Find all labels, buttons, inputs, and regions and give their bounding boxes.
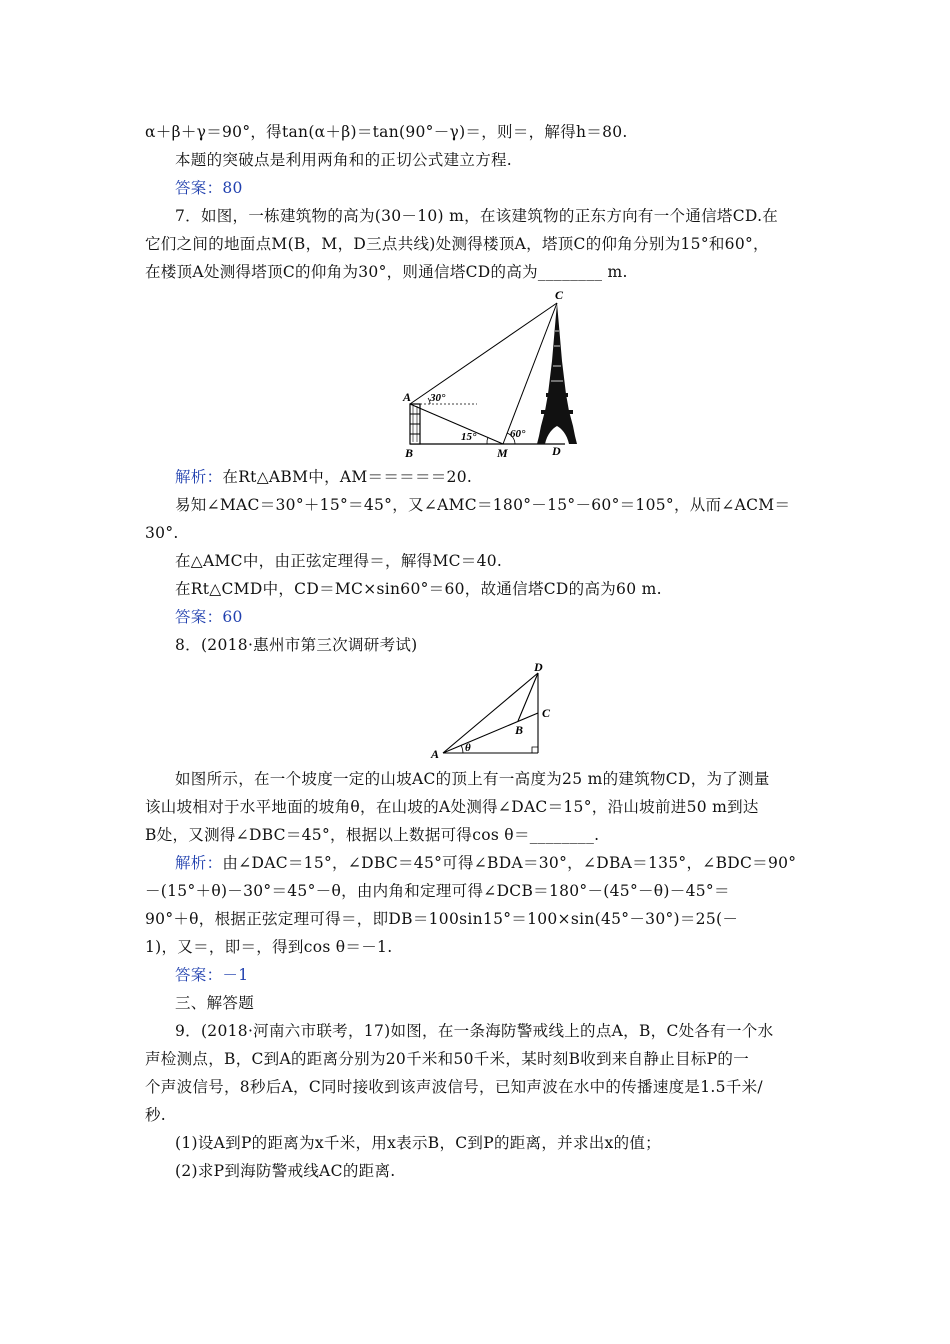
label-B: B xyxy=(405,446,414,460)
problem-8-line: 该山坡相对于水平地面的坡角θ，在山坡的A处测得∠DAC＝15°，沿山坡前进50 m到达 xyxy=(145,798,759,816)
angle-15: 15° xyxy=(461,431,477,443)
label-A: A xyxy=(403,390,412,404)
solution-label: 解析： xyxy=(175,468,223,486)
problem-7-line: 7．如图，一栋建筑物的高为(30－10) m，在该建筑物的正东方向有一个通信塔CD.在 xyxy=(175,207,779,225)
solution-line: 解析：在Rt△ABM中，AM＝＝＝＝＝20. xyxy=(175,468,473,486)
problem-8-line: 8．(2018·惠州市第三次调研考试) xyxy=(175,636,418,654)
solution-line: 90°＋θ，根据正弦定理可得＝，即DB＝100sin15°＝100×sin(45°－30°)＝25(－ xyxy=(145,910,739,928)
text-line: 30°. xyxy=(145,524,179,542)
angle-theta: θ xyxy=(465,742,471,754)
label-C: C xyxy=(542,706,551,720)
problem-9-part-1: (1)设A到P的距离为x千米，用x表示B，C到P的距离，并求出x的值； xyxy=(175,1134,661,1152)
text-line: α＋β＋γ＝90°，得tan(α＋β)＝tan(90°－γ)＝，则＝，解得h＝80. xyxy=(145,123,628,141)
label-D: D xyxy=(534,660,543,674)
problem-9-line: 个声波信号，8秒后A，C同时接收到该声波信号，已知声波在水中的传播速度是1.5千米/ xyxy=(145,1078,763,1096)
solution-line: 1)，又＝，即＝，得到cos θ＝－1. xyxy=(145,938,393,956)
label-B: B xyxy=(515,723,524,737)
text-line: 在Rt△CMD中，CD＝MC×sin60°＝60，故通信塔CD的高为60 m. xyxy=(175,580,662,598)
text-line: 易知∠MAC＝30°＋15°＝45°，又∠AMC＝180°－15°－60°＝105°，从而∠ACM＝ xyxy=(175,496,791,514)
problem-9-part-2: (2)求P到海防警戒线AC的距离. xyxy=(175,1162,396,1180)
figure-slope-building xyxy=(425,660,565,762)
answer-line: 答案：80 xyxy=(175,179,243,197)
text-line: 在△AMC中，由正弦定理得＝，解得MC＝40. xyxy=(175,552,503,570)
label-C: C xyxy=(555,288,564,302)
answer-line: 答案：60 xyxy=(175,608,243,626)
problem-9-line: 9．(2018·河南六市联考，17)如图，在一条海防警戒线上的点A，B，C处各有一个水 xyxy=(175,1022,774,1040)
problem-9-line: 声检测点，B，C到A的距离分别为20千米和50千米，某时刻B收到来自静止目标P的一 xyxy=(145,1050,750,1068)
text-line: 本题的突破点是利用两角和的正切公式建立方程. xyxy=(175,151,513,169)
angle-30: 30° xyxy=(430,392,446,404)
problem-7-line: 它们之间的地面点M(B，M，D三点共线)处测得楼顶A，塔顶C的仰角分别为15°和60°， xyxy=(145,235,769,253)
angle-60: 60° xyxy=(510,428,526,440)
problem-9-line: 秒. xyxy=(145,1106,167,1124)
label-A: A xyxy=(431,747,440,761)
solution-label: 解析： xyxy=(175,854,223,872)
figure-building-tower xyxy=(395,286,595,461)
label-M: M xyxy=(497,446,508,460)
label-D: D xyxy=(552,444,561,458)
section-heading: 三、解答题 xyxy=(175,994,255,1012)
problem-8-line: 如图所示，在一个坡度一定的山坡AC的顶上有一高度为25 m的建筑物CD，为了测量 xyxy=(175,770,770,788)
problem-8-line: B处，又测得∠DBC＝45°，根据以上数据可得cos θ＝________. xyxy=(145,826,600,844)
solution-line: 解析：由∠DAC＝15°，∠DBC＝45°可得∠BDA＝30°，∠DBA＝135°，∠BDC＝90° xyxy=(175,854,797,872)
answer-line: 答案：－1 xyxy=(175,966,249,984)
problem-7-line: 在楼顶A处测得塔顶C的仰角为30°，则通信塔CD的高为________ m. xyxy=(145,263,628,281)
solution-line: －(15°＋θ)－30°＝45°－θ，由内角和定理可得∠DCB＝180°－(45°－θ)－45°＝ xyxy=(145,882,730,900)
